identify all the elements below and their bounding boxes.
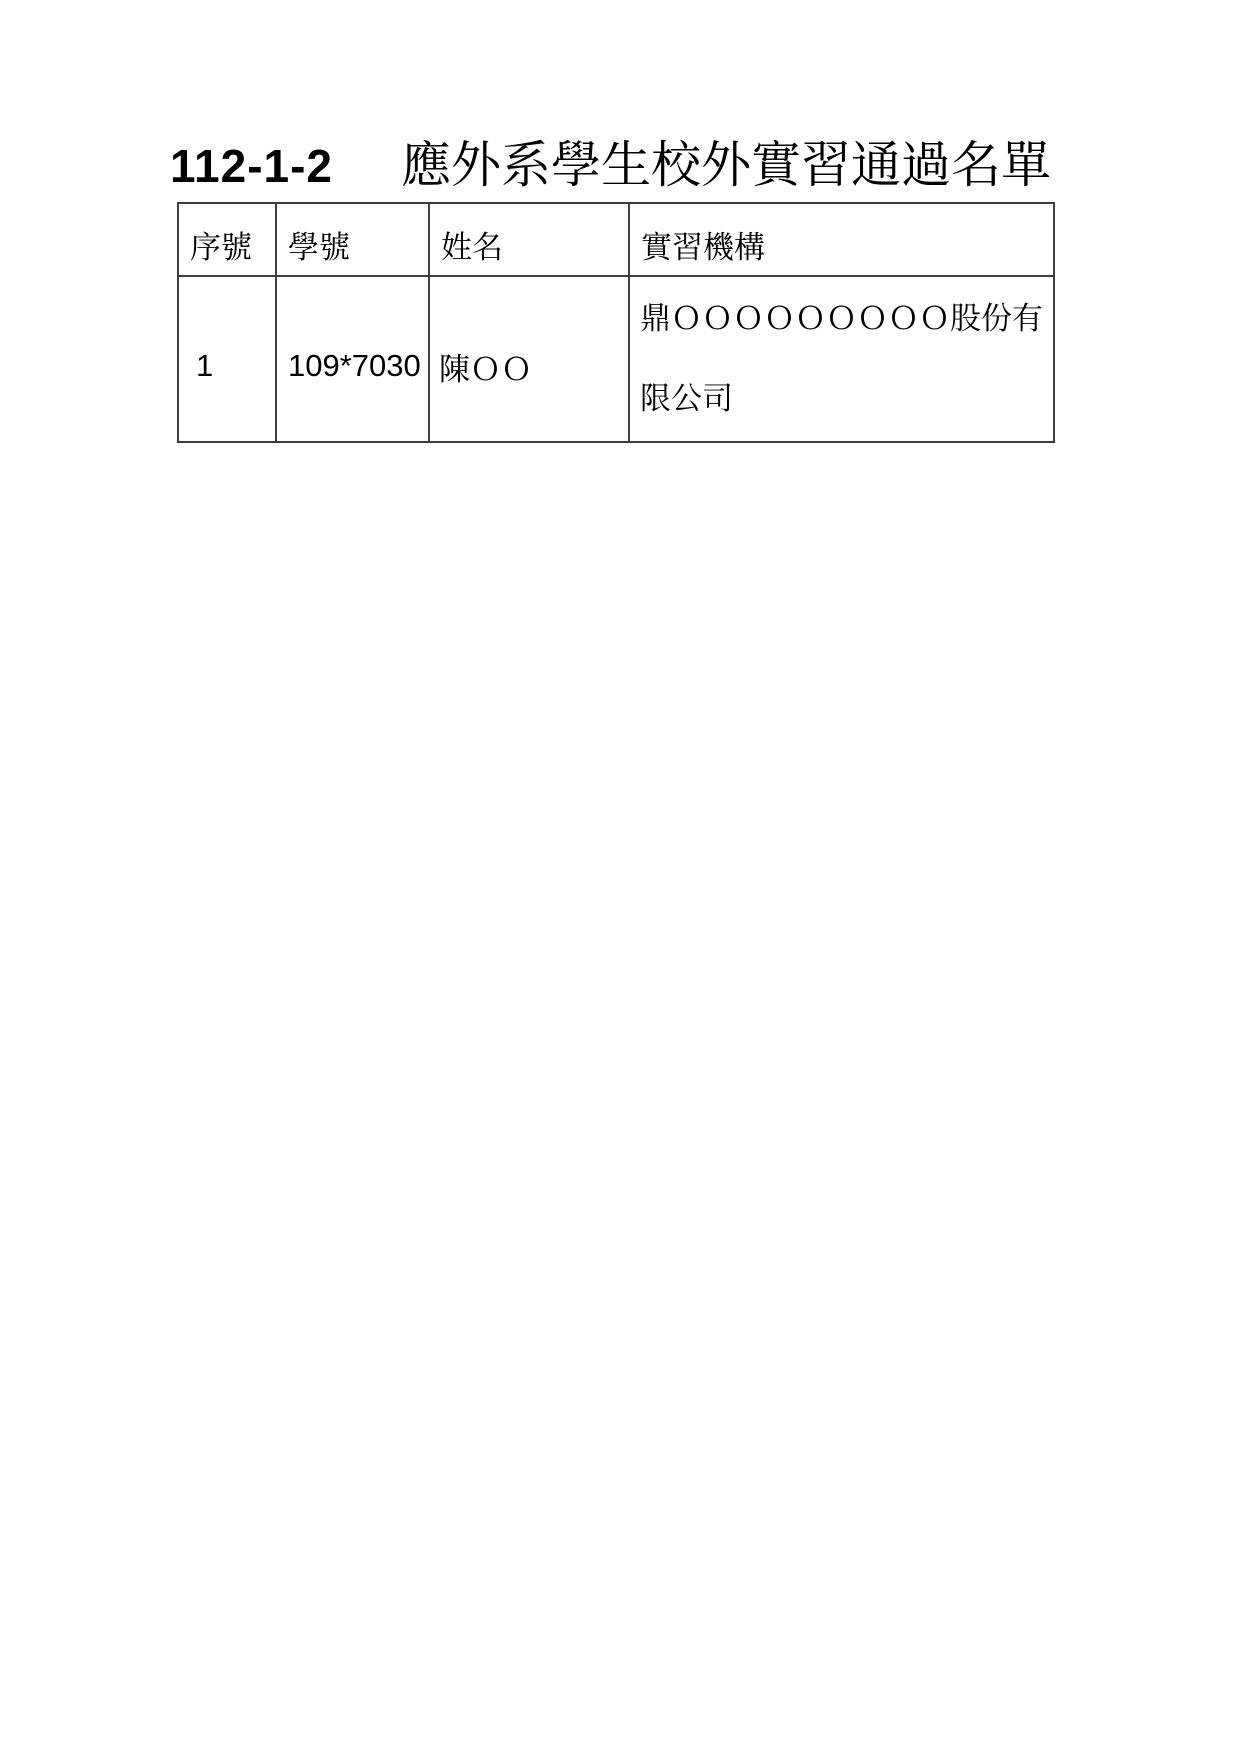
cell-institution: 鼎ＯＯＯＯＯＯＯＯＯ股份有限公司 — [629, 276, 1054, 442]
cell-name: 陳ＯＯ — [429, 276, 629, 442]
header-name: 姓名 — [429, 203, 629, 276]
header-institution: 實習機構 — [629, 203, 1054, 276]
table-header — [178, 203, 1054, 276]
cell-student-id: 109*7030 — [276, 276, 429, 442]
table-row — [178, 276, 1054, 442]
title-section-number: 112-1-2 — [170, 140, 334, 192]
page-title — [0, 0, 1241, 193]
header-student-id: 學號 — [276, 203, 429, 276]
internship-roster-table — [177, 202, 1055, 443]
table-header-row — [178, 203, 1054, 276]
header-serial: 序號 — [178, 203, 276, 276]
cell-serial: 1 — [178, 276, 276, 442]
title-text: 應外系學生校外實習通過名單 — [401, 137, 1052, 193]
table-body — [178, 276, 1054, 442]
